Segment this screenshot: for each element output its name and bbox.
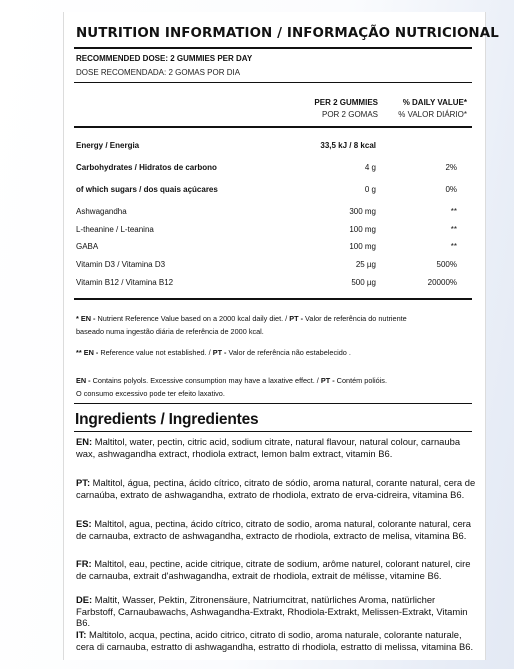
row-amount: 100 mg <box>349 242 376 251</box>
ingredients-text: Maltitol, eau, pectine, acide citrique, citrate de sodium, arôme naturel, colorant naturel, cire de carnauba, extrait d'ashwagandha, extrait de rhodiola, extrait de mélisse, vitamine B6. <box>76 558 471 581</box>
note-label: PT - <box>289 314 304 323</box>
row-label: Vitamin D3 / Vitamina D3 <box>76 260 166 269</box>
ingredients-text: Maltit, Wasser, Pektin, Zitronensäure, Natriumcitrat, natürliches Aroma, natürlicher Farbstoff, Carnaubawachs, Ashwagandha-Extrakt, Rhodiola-Extrakt, Melissen-Extrakt, Vitamin B6. <box>76 594 468 629</box>
ingredients-title: Ingredients / Ingredientes <box>75 411 259 428</box>
row-amount: 300 mg <box>349 207 376 216</box>
row-dv: 20000% <box>427 278 457 287</box>
ingredients-pt <box>76 477 476 500</box>
page-title: NUTRITION INFORMATION / INFORMAÇÃO NUTRICIONAL <box>76 26 499 41</box>
row-amount: 500 µg <box>351 278 376 287</box>
row-amount: 33,5 kJ / 8 kcal <box>320 141 376 150</box>
title-rule <box>74 47 472 49</box>
row-label: Ashwagandha <box>76 207 127 216</box>
notes-rule <box>74 403 472 404</box>
note-label: EN - <box>76 376 91 385</box>
table-bottom-rule <box>74 298 472 300</box>
header-rule <box>74 126 472 128</box>
language-code: IT: <box>76 629 87 640</box>
row-label: Energy / Energia <box>76 141 140 150</box>
row-label: Vitamin B12 / Vitamina B12 <box>76 278 174 287</box>
ingredients-en <box>76 436 476 459</box>
note-polyols <box>76 374 387 400</box>
note-text: Contains polyols. Excessive consumption may have a laxative effect. / <box>90 376 321 385</box>
row-label: Carbohydrates / Hidratos de carbono <box>76 163 217 172</box>
note-text: Valor de referência do nutriente <box>303 314 407 323</box>
ingredients-text: Maltitolo, acqua, pectina, acido citrico, citrato di sodio, aroma naturale, colorante naturale, cera di carnauba, estratto di ashwagandha, estratto di rhodiola, estratto di melissa, vitamina B6. <box>76 629 474 652</box>
dose-pt: DOSE RECOMENDADA: 2 GOMAS POR DIA <box>76 68 241 77</box>
row-dv: ** <box>450 242 457 251</box>
row-dv: ** <box>450 225 457 234</box>
note-reference <box>76 349 351 356</box>
row-label: GABA <box>76 242 99 251</box>
note-label: PT - <box>320 376 335 385</box>
note-text: Valor de referência não estabelecido . <box>226 348 351 357</box>
col-dv-en: % DAILY VALUE* <box>402 98 467 107</box>
note-label: * EN - <box>76 314 96 323</box>
language-code: EN: <box>76 436 93 447</box>
note-text: baseado numa ingestão diária de referência de 2000 kcal. <box>76 327 264 336</box>
row-label: L-theanine / L-teanina <box>76 225 154 234</box>
note-text: Nutrient Reference Value based on a 2000 kcal daily diet. / <box>95 314 290 323</box>
dose-en: RECOMMENDED DOSE: 2 GUMMIES PER DAY <box>76 54 253 63</box>
row-amount: 0 g <box>364 185 376 194</box>
note-text: O consumo excessivo pode ter efeito laxativo. <box>76 389 225 398</box>
note-text: Contém polióis. <box>334 376 387 385</box>
ingredients-it <box>76 629 476 652</box>
ingredients-rule <box>74 431 472 432</box>
ingredients-text: Maltitol, water, pectin, citric acid, sodium citrate, natural flavour, natural colour, carnauba wax, ashwagandha extract, rhodiola extract, lemon balm extract, vitamin B6. <box>76 436 461 459</box>
row-amount: 4 g <box>364 163 376 172</box>
ingredients-es <box>76 518 476 541</box>
language-code: PT: <box>76 477 91 488</box>
language-code: DE: <box>76 594 93 605</box>
note-label: ** EN - <box>76 348 99 357</box>
note-nrv <box>76 312 407 338</box>
row-amount: 25 µg <box>355 260 376 269</box>
note-text: Reference value not established. / <box>98 348 213 357</box>
row-amount: 100 mg <box>349 225 376 234</box>
col-per-en: PER 2 GUMMIES <box>314 98 378 107</box>
dose-rule <box>74 82 472 83</box>
ingredients-text: Maltitol, água, pectina, ácido cítrico, citrato de sódio, aroma natural, corante natural, cera de carnaúba, extrato de ashwagandha, extrato de rhodiola, extrato de erva-cidreira, vitamina B6. <box>76 477 476 500</box>
ingredients-text: Maltitol, agua, pectina, ácido cítrico, citrato de sodio, aroma natural, colorante natural, cera de carnauba, extracto de ashwagandha, extracto de rhodiola, extracto de melisa, vitamina B6. <box>76 518 472 541</box>
row-dv: ** <box>450 207 457 216</box>
row-dv: 500% <box>436 260 457 269</box>
row-dv: 2% <box>445 163 457 172</box>
col-per-pt: POR 2 GOMAS <box>321 110 378 119</box>
ingredients-fr <box>76 558 476 581</box>
col-dv-pt: % VALOR DIÁRIO* <box>398 110 467 119</box>
language-code: ES: <box>76 518 92 529</box>
note-label: PT - <box>212 348 227 357</box>
language-code: FR: <box>76 558 92 569</box>
row-label: of which sugars / dos quais açúcares <box>76 185 218 194</box>
row-dv: 0% <box>445 185 457 194</box>
ingredients-de <box>76 594 476 629</box>
